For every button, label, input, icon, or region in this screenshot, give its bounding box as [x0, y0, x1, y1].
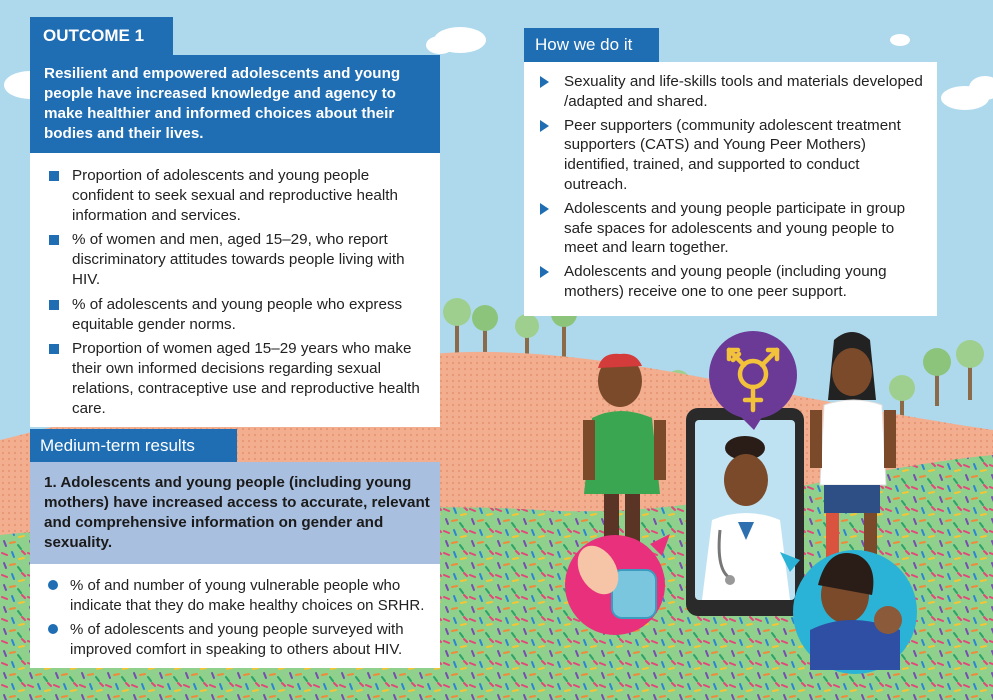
medium-term-indicator-list — [44, 576, 426, 659]
outcome-indicators-panel — [30, 153, 440, 427]
round-bullet-icon — [48, 580, 58, 590]
how-we-do-it-panel — [524, 62, 937, 316]
list-item: Peer supporters (community adolescent treatment supporters (CATS) and Young Peer Mothers) identified, trained, and supported to conduct outreach. — [536, 116, 927, 195]
triangle-bullet-icon — [540, 120, 549, 132]
phone-doctor-call — [686, 408, 804, 616]
list-item: % of adolescents and young people who express equitable gender norms. — [46, 295, 424, 335]
how-we-do-it-list — [536, 72, 927, 302]
medium-term-indicators-panel — [30, 564, 440, 668]
square-bullet-icon — [49, 235, 59, 245]
round-bullet-icon — [48, 624, 58, 634]
square-bullet-icon — [49, 344, 59, 354]
list-item: % of and number of young vulnerable people who indicate that they do make healthy choices on SRHR. — [44, 576, 426, 615]
list-item: % of women and men, aged 15–29, who report discriminatory attitudes towards people living with HIV. — [46, 230, 424, 289]
how-we-do-it-tag: How we do it — [524, 28, 659, 62]
list-item: Adolescents and young people (including young mothers) receive one to one peer support. — [536, 262, 927, 302]
outcome-indicator-list — [46, 166, 424, 419]
medium-term-result: 1. Adolescents and young people (including young mothers) have increased access to accurate, relevant and comprehensive information on gender and sexuality. — [30, 462, 440, 564]
outcome-tag: OUTCOME 1 — [30, 17, 173, 55]
medium-term-tag: Medium-term results — [30, 429, 237, 462]
list-item: Proportion of women aged 15–29 years who make their own informed decisions regarding sexual relations, contraceptive use and reproductive health care. — [46, 339, 424, 418]
list-item: Sexuality and life-skills tools and materials developed /adapted and shared. — [536, 72, 927, 112]
list-item: Adolescents and young people participate in group safe spaces for adolescents and young people to meet and learn together. — [536, 199, 927, 258]
square-bullet-icon — [49, 300, 59, 310]
triangle-bullet-icon — [540, 203, 549, 215]
list-item: % of adolescents and young people surveyed with improved comfort in speaking to others about HIV. — [44, 620, 426, 659]
triangle-bullet-icon — [540, 266, 549, 278]
triangle-bullet-icon — [540, 76, 549, 88]
outcome-statement: Resilient and empowered adolescents and young people have increased knowledge and agency to make healthier and informed choices about their bodies and their lives. — [30, 55, 440, 153]
list-item: Proportion of adolescents and young people confident to seek sexual and reproductive health information and services. — [46, 166, 424, 225]
square-bullet-icon — [49, 171, 59, 181]
